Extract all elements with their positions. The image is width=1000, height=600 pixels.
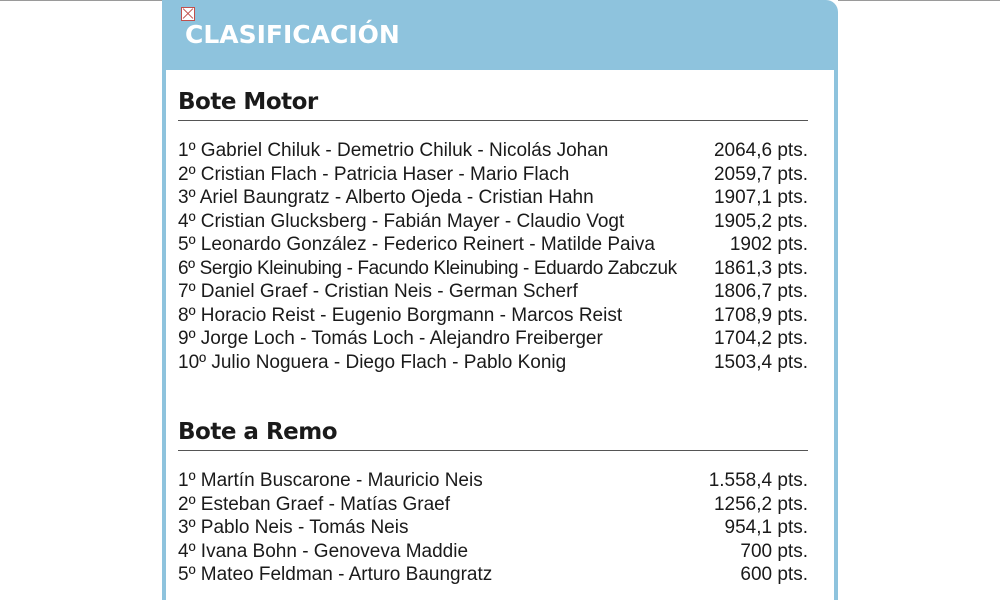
team-names: 10º Julio Noguera - Diego Flach - Pablo Konig — [178, 351, 567, 373]
team-names: 9º Jorge Loch - Tomás Loch - Alejandro Freiberger — [178, 328, 603, 349]
team-points: 1907,1 pts. — [713, 187, 808, 208]
team-names: 7º Daniel Graef - Cristian Neis - German Scherf — [178, 281, 578, 302]
card-body — [166, 70, 834, 600]
team-points: 1905,2 pts. — [713, 210, 808, 232]
team-names: 5º Leonardo González - Federico Reinert - Matilde Paiva — [178, 234, 655, 255]
team-names: 8º Horacio Reist - Eugenio Borgmann - Marcos Reist — [178, 304, 623, 326]
section-heading: Bote a Remo — [178, 415, 808, 451]
ranking-row — [178, 304, 808, 328]
ranking-row — [178, 540, 808, 564]
team-names: 5º Mateo Feldman - Arturo Baungratz — [178, 564, 493, 585]
team-names: 4º Ivana Bohn - Genoveva Maddie — [178, 540, 469, 562]
team-points: 2059,7 pts. — [713, 163, 808, 185]
card-title: CLASIFICACIÓN — [185, 20, 400, 49]
team-names: 1º Gabriel Chiluk - Demetrio Chiluk - Nicolás Johan — [178, 140, 609, 161]
ranking-row — [178, 493, 808, 517]
ranking-row — [178, 327, 808, 351]
team-points: 1902 pts. — [729, 234, 808, 255]
top-divider-right — [838, 0, 1000, 1]
team-points: 1256,2 pts. — [713, 493, 808, 515]
broken-image-icon — [181, 7, 195, 21]
team-names: 2º Cristian Flach - Patricia Haser - Mario Flach — [178, 163, 570, 185]
classification-card — [162, 0, 838, 600]
team-points: 1704,2 pts. — [713, 328, 808, 349]
team-points: 1708,9 pts. — [713, 304, 808, 326]
ranking-row — [178, 516, 808, 540]
team-points: 600 pts. — [740, 564, 808, 585]
team-points: 1861,3 pts. — [713, 257, 808, 279]
team-points: 2064,6 pts. — [713, 140, 808, 161]
ranking-row — [178, 186, 808, 210]
team-points: 1503,4 pts. — [713, 351, 808, 373]
ranking-row — [178, 351, 808, 375]
ranking-row — [178, 233, 808, 257]
team-names: 3º Pablo Neis - Tomás Neis — [178, 517, 409, 538]
team-names: 6º Sergio Kleinubing - Facundo Kleinubing - Eduardo Zabczuk — [178, 257, 677, 279]
section-heading: Bote Motor — [178, 85, 808, 121]
team-points: 1806,7 pts. — [713, 281, 808, 302]
team-names: 2º Esteban Graef - Matías Graef — [178, 493, 451, 515]
ranking-row — [178, 163, 808, 187]
ranking-list — [178, 139, 808, 374]
ranking-row — [178, 563, 808, 587]
section-bote-a-remo — [178, 415, 808, 587]
team-points: 954,1 pts. — [724, 517, 808, 538]
ranking-row — [178, 139, 808, 163]
ranking-list — [178, 469, 808, 587]
section-bote-motor — [178, 85, 808, 374]
team-names: 3º Ariel Baungratz - Alberto Ojeda - Cristian Hahn — [178, 187, 594, 208]
top-divider-left — [0, 0, 162, 1]
team-names: 4º Cristian Glucksberg - Fabián Mayer - Claudio Vogt — [178, 210, 625, 232]
ranking-row — [178, 257, 808, 281]
ranking-row — [178, 280, 808, 304]
team-names: 1º Martín Buscarone - Mauricio Neis — [178, 470, 483, 491]
ranking-row — [178, 210, 808, 234]
ranking-row — [178, 469, 808, 493]
team-points: 1.558,4 pts. — [708, 470, 808, 491]
team-points: 700 pts. — [740, 540, 808, 562]
